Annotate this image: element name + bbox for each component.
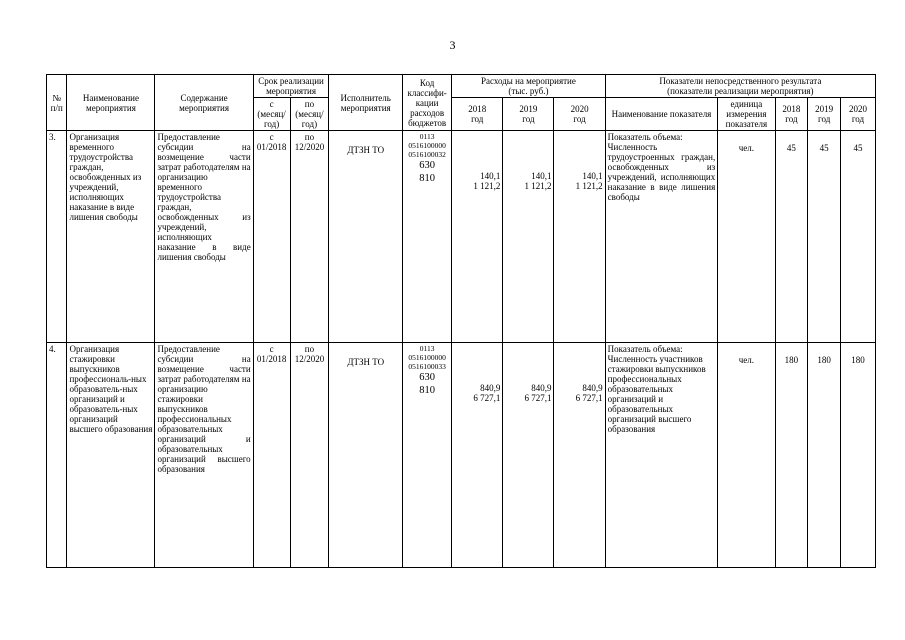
row-val-2018: 45 (775, 131, 808, 343)
row-executor: ДТЗН ТО (329, 131, 403, 343)
row-code-numbers: 0113 0516100000 0516100033 (408, 344, 446, 371)
header-row-1 (47, 75, 876, 98)
row-to: по 12/2020 (290, 343, 329, 568)
table-row (47, 131, 876, 343)
row-indicator: Показатель объема: Численность участников стажировки выпускников профессиональных образовательных организаций и образовательных организаций высшего образования (605, 343, 718, 568)
row-unit: чел. (718, 131, 775, 343)
row-unit: чел. (718, 343, 775, 568)
header-indicators: Показатели непосредственного результата (показатели реализации мероприятия) (605, 75, 875, 98)
header-expenses: Расходы на мероприятие (тыс. руб.) (452, 75, 606, 98)
header-executor: Исполнитель мероприятия (329, 75, 403, 131)
row-content: Предоставление субсидии на возмещение части затрат работодателям на организацию временного трудоустройства граждан, освобожденных из учреждений, исполняющих наказание в виде лишения свободы (155, 131, 253, 343)
row-code-numbers: 0113 0516100000 0516100032 (408, 132, 446, 159)
header-year-2020: 2020 год (554, 98, 605, 131)
table-row (47, 343, 876, 568)
row-val-2020: 180 (841, 343, 876, 568)
row-indicator: Показатель объема: Численность трудоустроенных граждан, освобожденных из учреждений, исполняющих наказание в виде лишения свободы (605, 131, 718, 343)
header-year-2019: 2019 год (503, 98, 554, 131)
page-number: 3 (449, 38, 456, 52)
row-from: с 01/2018 (253, 131, 290, 343)
row-executor: ДТЗН ТО (329, 343, 403, 568)
row-code-kvr: 630 810 (419, 372, 435, 396)
row-code (403, 343, 452, 568)
header-term: Срок реализации мероприятия (253, 75, 329, 98)
header-ind-2019: 2019 год (808, 98, 841, 131)
header-code: Код классифи- кации расходов бюджетов (403, 75, 452, 131)
row-val-2020: 45 (841, 131, 876, 343)
row-from: с 01/2018 (253, 343, 290, 568)
row-val-2018: 180 (775, 343, 808, 568)
row-code-kvr: 630 810 (419, 160, 435, 184)
row-num: 3. (47, 131, 67, 343)
row-exp-2019: 840,9 6 727,1 (503, 343, 554, 568)
header-term-from: с (месяц/ год) (253, 98, 290, 131)
header-unit: единица измерения показателя (718, 98, 775, 131)
header-ind-2018: 2018 год (775, 98, 808, 131)
header-name: Наименование мероприятия (67, 75, 155, 131)
header-content: Содержание мероприятия (155, 75, 253, 131)
row-exp-2018: 140,1 1 121,2 (452, 131, 503, 343)
row-exp-2020: 140,1 1 121,2 (554, 131, 605, 343)
row-exp-2018: 840,9 6 727,1 (452, 343, 503, 568)
header-indicator-name: Наименование показателя (605, 98, 718, 131)
row-exp-2019: 140,1 1 121,2 (503, 131, 554, 343)
row-num: 4. (47, 343, 67, 568)
header-ind-2020: 2020 год (841, 98, 876, 131)
row-exp-2020: 840,9 6 727,1 (554, 343, 605, 568)
row-val-2019: 45 (808, 131, 841, 343)
row-name: Организация стажировки выпускников профессиональ-ных образователь-ных организаций и образователь-ных организаций высшего образования (67, 343, 155, 568)
measures-table (46, 74, 876, 568)
header-year-2018: 2018 год (452, 98, 503, 131)
row-val-2019: 180 (808, 343, 841, 568)
header-term-to: по (месяц/ год) (290, 98, 329, 131)
row-content: Предоставление субсидии на возмещение части затрат работодателям на организацию стажировки выпускников профессиональных образовательных организаций и образовательных организаций высшего образования (155, 343, 253, 568)
header-num: № п/п (47, 75, 67, 131)
row-name: Организация временного трудоустройства граждан, освобожденных из учреждений, исполняющих наказание в виде лишения свободы (67, 131, 155, 343)
row-code (403, 131, 452, 343)
row-to: по 12/2020 (290, 131, 329, 343)
